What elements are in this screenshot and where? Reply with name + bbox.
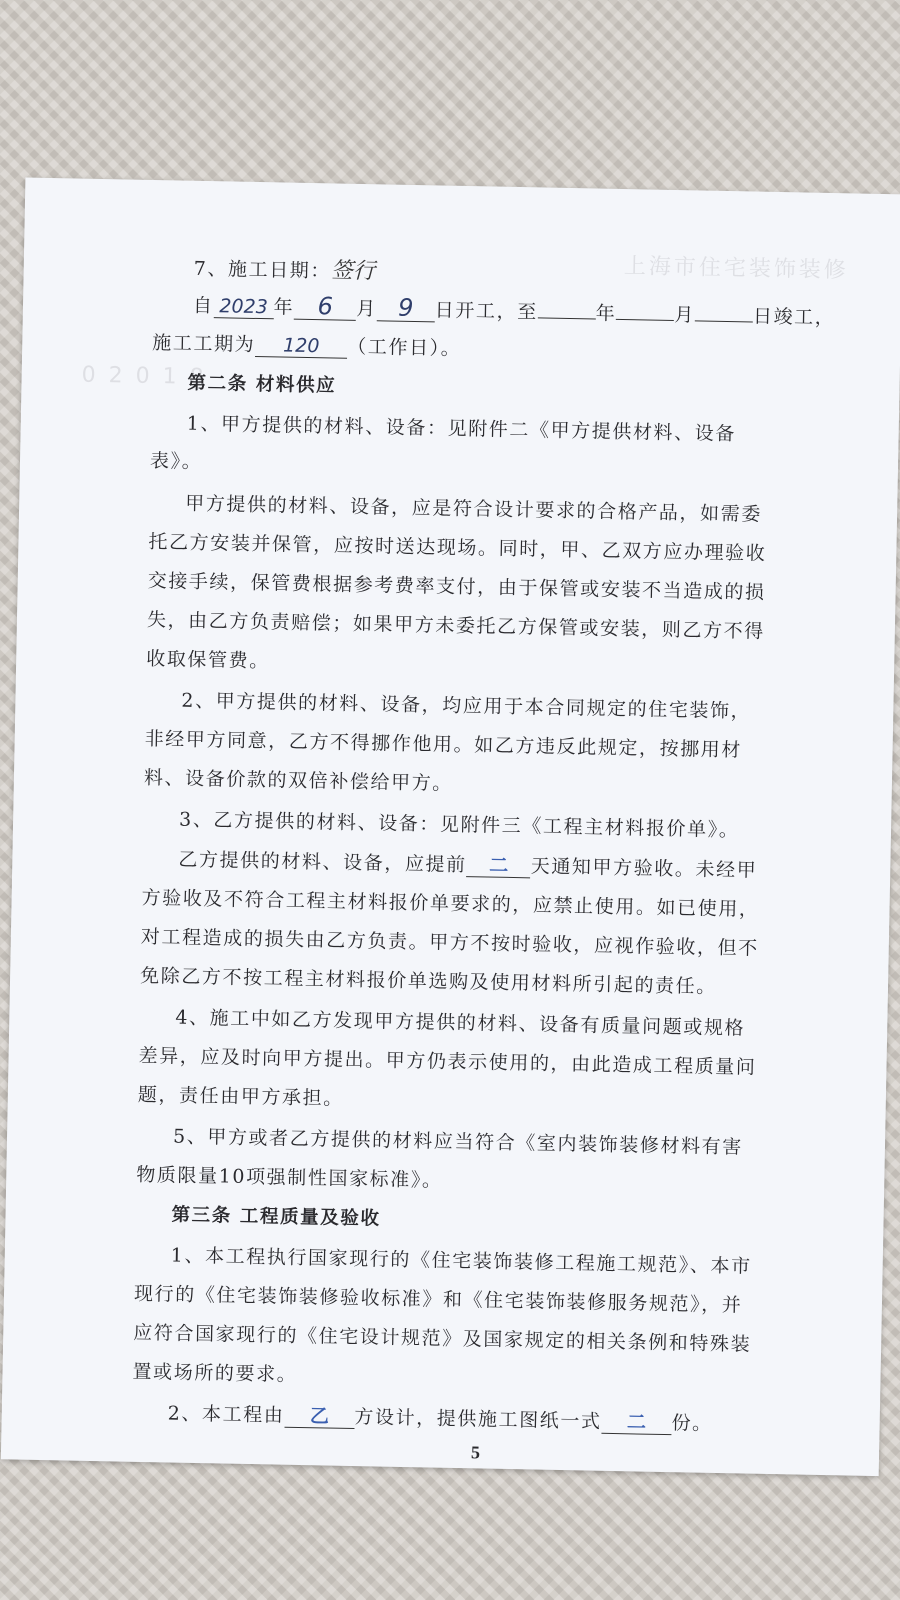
article2-p7-line2: 物质限量10项强制性国家标准》。 bbox=[136, 1163, 443, 1192]
article2-p2-line2: 托乙方安装并保管，应按时送达现场。同时，甲、乙双方应办理验收 bbox=[148, 530, 767, 565]
article2-p6-line3: 题，责任由甲方承担。 bbox=[137, 1083, 345, 1110]
contract-page bbox=[1, 178, 900, 1477]
article2-p5-line2: 方验收及不符合工程主材料报价单要求的，应禁止使用。如已使用， bbox=[141, 886, 760, 921]
article2-p2-line4: 失，由乙方负责赔偿；如果甲方未委托乙方保管或安装，则乙方不得 bbox=[146, 608, 766, 643]
article2-p3-line3: 料、设备价款的双倍补偿给甲方。 bbox=[143, 766, 454, 795]
from-label: 自 bbox=[192, 294, 214, 318]
end-day-field[interactable] bbox=[695, 320, 753, 322]
bleed-through-text: 上海市住宅装饰装修 bbox=[623, 254, 850, 284]
handwritten-signature: 签行 bbox=[330, 258, 376, 285]
month-char: 月 bbox=[355, 297, 378, 321]
start-year-field[interactable]: 2023 bbox=[213, 296, 273, 319]
article3-p1-line2: 现行的《住宅装饰装修验收标准》和《住宅装饰装修服务规范》，并 bbox=[133, 1282, 743, 1317]
design-mid: 方设计，提供施工图纸一式 bbox=[354, 1406, 602, 1433]
article2-p4-line1: 3、乙方提供的材料、设备：见附件三《工程主材料报价单》。 bbox=[178, 808, 740, 842]
page-content bbox=[1, 178, 900, 1477]
article2-p1-line2: 表》。 bbox=[149, 449, 203, 473]
article2-p3-line2: 非经甲方同意，乙方不得挪作他用。如乙方违反此规定，按挪用材 bbox=[144, 727, 743, 762]
date-range-line bbox=[193, 291, 836, 331]
advance-notice-pre: 乙方提供的材料、设备，应提前 bbox=[178, 848, 467, 877]
article2-p6-line2: 差异，应及时向甲方提出。甲方仍表示使用的，由此造成工程质量问 bbox=[138, 1044, 757, 1079]
end-year-char: 年 bbox=[595, 302, 617, 325]
start-month-field[interactable]: 6 bbox=[294, 293, 357, 322]
article2-p5-line4: 免除乙方不按工程主材料报价单选购及使用材料所引起的责任。 bbox=[139, 964, 718, 998]
duration-unit: （工作日）。 bbox=[347, 335, 462, 360]
article2-p5-line3: 对工程造成的损失由乙方负责。甲方不按时验收，应视作验收，但不 bbox=[140, 925, 759, 960]
end-month-char: 月 bbox=[674, 303, 696, 327]
article3-p1-line1: 1、本工程执行国家现行的《住宅装饰装修工程施工规范》、本市 bbox=[170, 1244, 752, 1278]
article2-p2-line3: 交接手续，保管费根据参考费率支付，由于保管或安装不当造成的损 bbox=[147, 569, 766, 604]
bleed-through-number: 0 2 0 1 8 bbox=[81, 362, 207, 391]
construction-date-label-line bbox=[193, 251, 375, 285]
article2-p2-line5: 收取保管费。 bbox=[146, 647, 271, 673]
duration-label: 施工工期为 bbox=[152, 331, 256, 356]
end-suffix: 日竣工， bbox=[752, 305, 836, 330]
design-post: 份。 bbox=[671, 1412, 713, 1435]
end-month-field[interactable] bbox=[616, 319, 674, 321]
article3-p1-line3: 应符合国家现行的《住宅设计规范》及国家规定的相关条例和特殊装 bbox=[133, 1321, 752, 1356]
article3-p1-line4: 置或场所的要求。 bbox=[132, 1360, 298, 1386]
article2-p1-line1: 1、甲方提供的材料、设备：见附件二《甲方提供材料、设备 bbox=[186, 412, 737, 446]
article2-p7-line1: 5、甲方或者乙方提供的材料应当符合《室内装饰装修材料有害 bbox=[172, 1125, 744, 1159]
advance-days-field[interactable]: 二 bbox=[467, 855, 531, 878]
advance-notice-post: 天通知甲方验收。未经甲 bbox=[530, 855, 758, 882]
article2-p5-line1 bbox=[178, 845, 757, 883]
year-char: 年 bbox=[273, 296, 295, 319]
start-suffix: 日开工，至 bbox=[434, 299, 539, 324]
end-year-field[interactable] bbox=[538, 317, 596, 319]
page-number: 5 bbox=[470, 1442, 481, 1463]
article2-p3-line1: 2、甲方提供的材料、设备，均应用于本合同规定的住宅装饰， bbox=[181, 689, 752, 723]
duration-field[interactable]: 120 bbox=[255, 335, 347, 359]
design-pre: 2、本工程由 bbox=[167, 1402, 285, 1427]
article2-p6-line1: 4、施工中如乙方发现甲方提供的材料、设备有质量问题或规格 bbox=[175, 1006, 746, 1040]
article3-p2-line1 bbox=[168, 1398, 714, 1435]
article3-title: 第三条 工程质量及验收 bbox=[171, 1204, 381, 1230]
design-party-field[interactable]: 乙 bbox=[284, 1406, 354, 1429]
start-day-field[interactable]: 9 bbox=[377, 294, 436, 322]
drawing-copies-field[interactable]: 二 bbox=[601, 1412, 671, 1435]
article2-p2-line1: 甲方提供的材料、设备，应是符合设计要求的合格产品，如需委 bbox=[184, 492, 763, 526]
article2-title: 第二条 材料供应 bbox=[187, 372, 337, 397]
duration-line bbox=[152, 328, 462, 361]
construction-date-label: 7、施工日期： bbox=[193, 257, 332, 283]
